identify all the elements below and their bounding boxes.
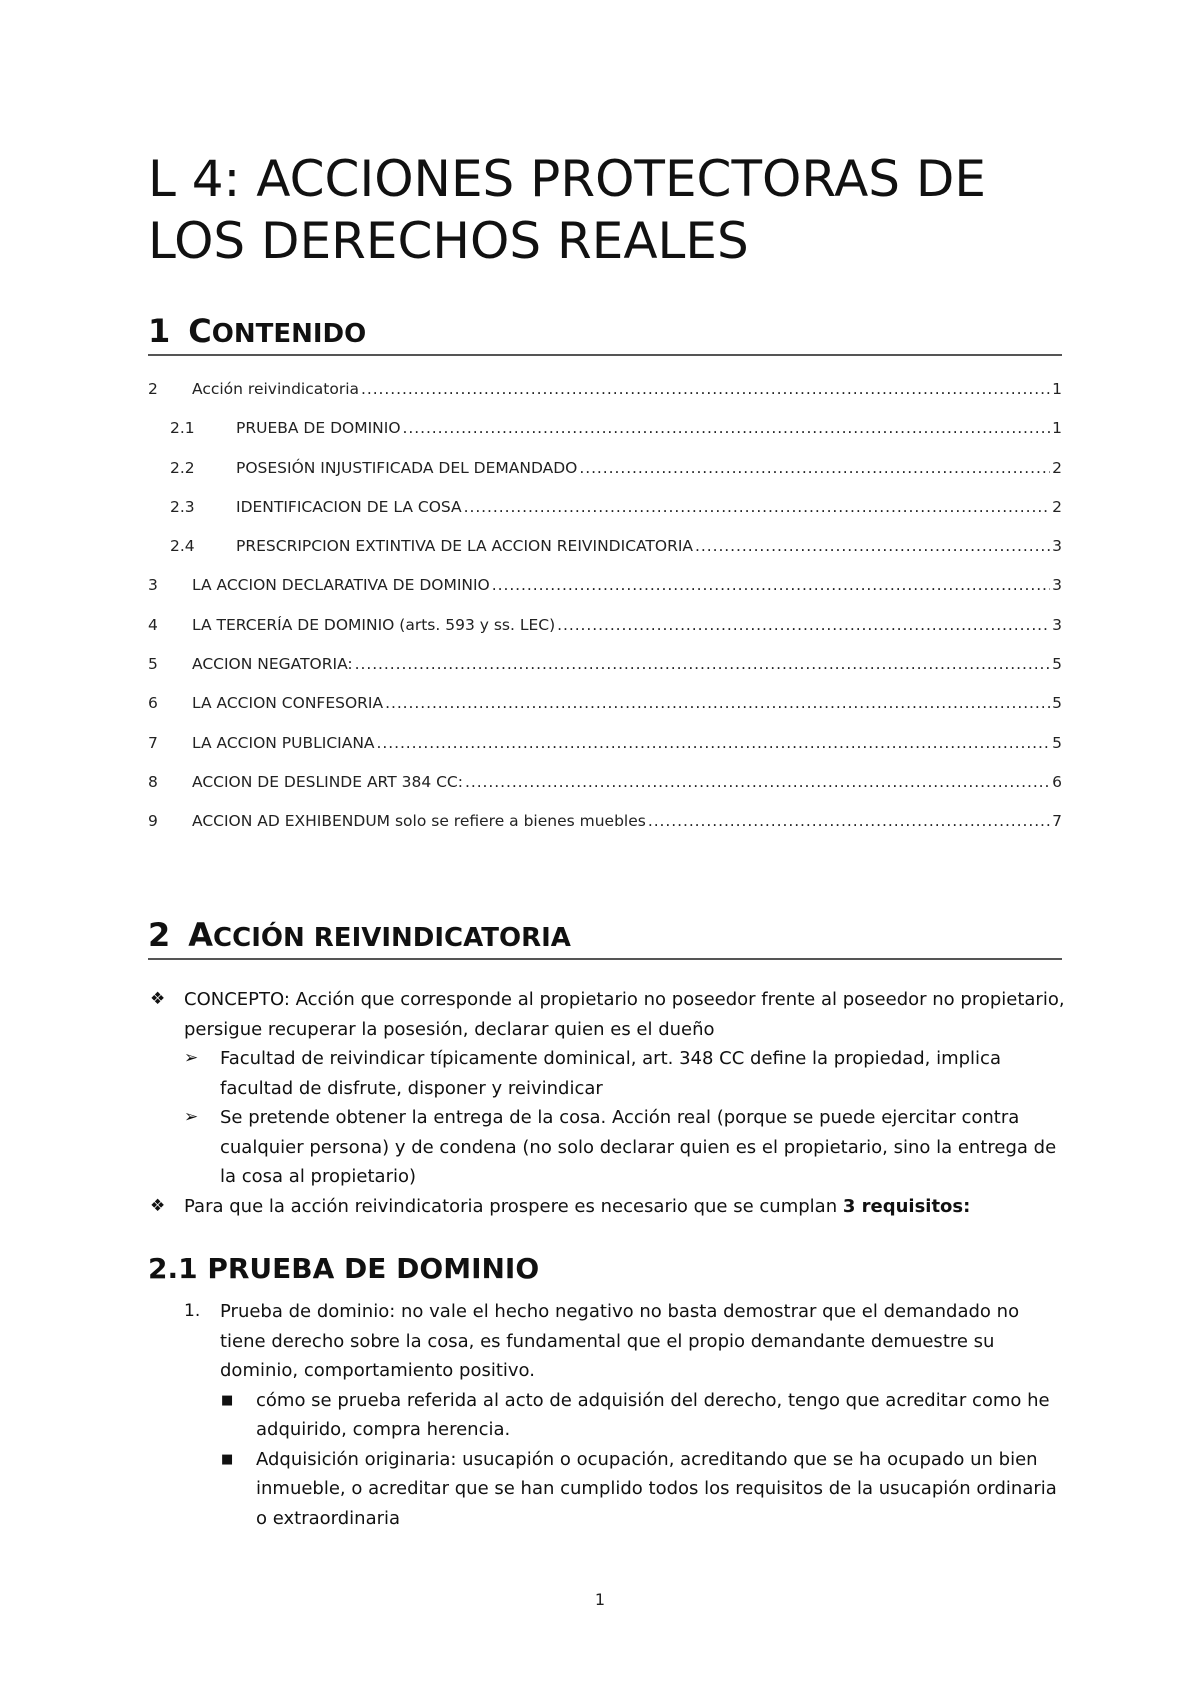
document-title: L 4: ACCIONES PROTECTORAS DE LOS DERECHOS REALES: [148, 150, 987, 270]
section-2-1-list: [148, 1297, 1068, 1533]
list-item: [148, 1386, 1068, 1445]
toc-entry-number: 8: [148, 772, 158, 791]
toc-entry[interactable]: [148, 694, 1062, 733]
toc-entry[interactable]: [148, 616, 1062, 655]
toc-heading-first-letter: C: [188, 312, 212, 350]
toc-entry-text[interactable]: ACCION AD EXHIBENDUM solo se refiere a bienes muebles: [192, 812, 646, 831]
diamond-bullet-icon: ❖: [150, 989, 166, 1009]
toc-leader-dots: [579, 459, 1050, 477]
toc-entry[interactable]: [148, 537, 1062, 576]
arrow-bullet-icon: ➢: [184, 1107, 199, 1127]
section-2-first-letter: A: [188, 916, 214, 954]
adquisicion-text: Adquisición originaria: usucapión o ocupación, acreditando que se ha ocupado un bien inmueble, o acreditar que se han cumplido todos los requisitos de la usucapión ordinaria o extraordinaria: [256, 1448, 1057, 1529]
toc-entry[interactable]: [148, 576, 1062, 615]
toc-leader-dots: [464, 498, 1051, 516]
toc-leader-dots: [355, 655, 1050, 673]
toc-entry[interactable]: [148, 380, 1062, 419]
toc-entry-page: 1: [1052, 380, 1062, 398]
toc-entry[interactable]: [148, 498, 1062, 537]
toc-entry-number: 3: [148, 576, 158, 595]
toc-entry-text[interactable]: POSESIÓN INJUSTIFICADA DEL DEMANDADO: [236, 458, 578, 477]
toc-entry-page: 2: [1052, 458, 1062, 477]
toc-entry-text[interactable]: PRUEBA DE DOMINIO: [236, 419, 401, 438]
toc-entry-page: 5: [1052, 694, 1062, 713]
list-item: [148, 985, 1068, 1044]
toc-entry-page: 7: [1052, 812, 1062, 831]
toc-entry-number: 6: [148, 694, 158, 713]
page-number: 1: [594, 1590, 606, 1609]
toc-leader-dots: [465, 773, 1050, 791]
toc-entry[interactable]: [148, 812, 1062, 851]
toc-entry-number: 2.4: [170, 537, 195, 556]
como-se-prueba-text: cómo se prueba referida al acto de adquisión del derecho, tengo que acreditar como he adquirido, compra herencia.: [256, 1389, 1050, 1440]
toc-entry[interactable]: [148, 773, 1062, 812]
toc-entry-page: 3: [1052, 537, 1062, 556]
toc-leader-dots: [361, 380, 1050, 398]
list-number: 1.: [184, 1301, 201, 1321]
toc-entry-page: 5: [1052, 655, 1062, 674]
section-2-1-heading: 2.1 PRUEBA DE DOMINIO: [148, 1252, 540, 1285]
toc-entry[interactable]: [148, 459, 1062, 498]
toc-leader-dots: [403, 419, 1051, 437]
toc-leader-dots: [377, 734, 1051, 752]
toc-heading-rest: ONTENIDO: [211, 319, 367, 349]
toc-entry-page: 3: [1052, 615, 1062, 634]
square-bullet-icon: ■: [221, 1451, 234, 1467]
list-item: [148, 1297, 1068, 1386]
facultad-text: Facultad de reivindicar típicamente dominical, art. 348 CC define la propiedad, implica facultad de disfrute, disponer y reivindicar: [220, 1048, 1001, 1099]
table-of-contents: [148, 380, 1062, 852]
diamond-bullet-icon: ❖: [150, 1195, 166, 1216]
toc-heading-number: 1: [148, 312, 171, 350]
toc-entry-page: 5: [1052, 733, 1062, 752]
toc-entry-text[interactable]: Acción reivindicatoria: [192, 380, 359, 398]
toc-entry-number: 2.3: [170, 497, 195, 516]
requisitos-bold: 3 requisitos:: [842, 1195, 971, 1217]
list-item: [148, 1044, 1068, 1103]
toc-leader-dots: [557, 616, 1050, 634]
toc-entry[interactable]: [148, 734, 1062, 773]
list-item: [148, 1103, 1068, 1192]
toc-entry-number: 9: [148, 812, 158, 831]
toc-entry-number: 4: [148, 615, 158, 634]
requisitos-text: Para que la acción reivindicatoria prospere es necesario que se cumplan: [184, 1195, 843, 1217]
square-bullet-icon: ■: [221, 1392, 234, 1408]
toc-entry-text[interactable]: LA TERCERÍA DE DOMINIO (arts. 593 y ss. LEC): [192, 615, 556, 634]
toc-entry-text[interactable]: IDENTIFICACION DE LA COSA: [236, 497, 462, 516]
toc-entry-number: 2.1: [170, 419, 195, 438]
prueba-text: Prueba de dominio: no vale el hecho negativo no basta demostrar que el demandado no tiene derecho sobre la cosa, es fundamental que el propio demandante demuestre su dominio, comportamiento positivo.: [220, 1301, 1020, 1381]
toc-entry-page: 2: [1052, 497, 1062, 516]
toc-entry-text[interactable]: LA ACCION DECLARATIVA DE DOMINIO: [192, 576, 490, 595]
toc-entry[interactable]: [148, 419, 1062, 458]
toc-entry-number: 2: [148, 380, 158, 398]
section-2-number: 2: [148, 916, 171, 954]
toc-heading: [148, 312, 1062, 356]
section-2-rest: CCIÓN REIVINDICATORIA: [213, 923, 571, 953]
toc-entry-page: 1: [1052, 419, 1062, 438]
toc-leader-dots: [492, 576, 1050, 594]
section-2-heading: [148, 916, 1062, 960]
arrow-bullet-icon: ➢: [184, 1048, 199, 1068]
toc-entry-text[interactable]: LA ACCION CONFESORIA: [192, 694, 384, 713]
concepto-text: CONCEPTO: Acción que corresponde al propietario no poseedor frente al poseedor no propietario, persigue recuperar la posesión, declarar quien es el dueño: [184, 989, 1065, 1040]
toc-entry-page: 3: [1052, 576, 1062, 595]
entrega-text: Se pretende obtener la entrega de la cosa. Acción real (porque se puede ejercitar contra cualquier persona) y de condena (no solo declarar quien es el propietario, sino la entrega de la cosa al propietario): [220, 1107, 1057, 1187]
list-item: [148, 1445, 1068, 1534]
toc-entry-page: 6: [1052, 772, 1062, 791]
toc-leader-dots: [695, 537, 1050, 555]
toc-leader-dots: [648, 812, 1050, 830]
toc-leader-dots: [385, 694, 1050, 712]
list-item: [148, 1192, 1068, 1222]
toc-entry-text[interactable]: LA ACCION PUBLICIANA: [192, 733, 375, 752]
toc-entry-text[interactable]: PRESCRIPCION EXTINTIVA DE LA ACCION REIVINDICATORIA: [236, 537, 694, 556]
toc-entry[interactable]: [148, 655, 1062, 694]
toc-entry-text[interactable]: ACCION NEGATORIA:: [192, 655, 353, 674]
toc-entry-number: 2.2: [170, 458, 195, 477]
toc-entry-text[interactable]: ACCION DE DESLINDE ART 384 CC:: [192, 772, 463, 791]
toc-entry-number: 7: [148, 733, 158, 752]
section-2-list: [148, 985, 1068, 1221]
toc-entry-number: 5: [148, 655, 158, 674]
